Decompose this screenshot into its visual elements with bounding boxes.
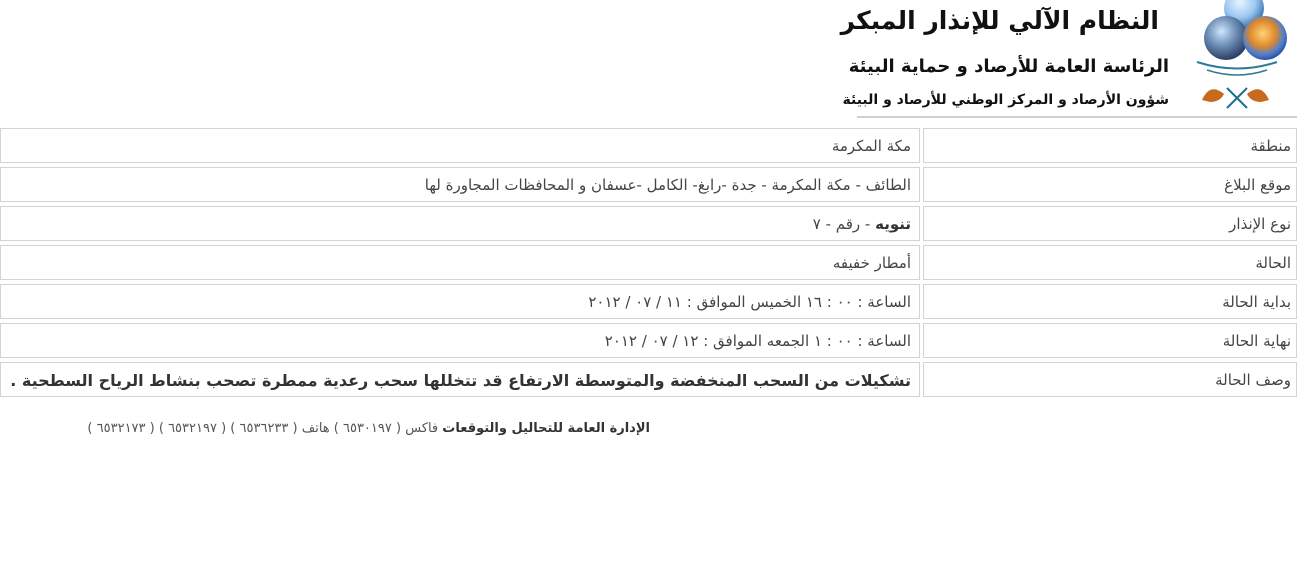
value-end-time: الساعة : ٠٠ : ١ الجمعه الموافق : ١٢ / ٠٧ / ٢٠١٢: [0, 323, 920, 358]
warning-details: [0, 128, 1297, 401]
header-banner: [840, 0, 1297, 118]
row-warning-type: [0, 206, 1297, 243]
banner-text: [840, 0, 1169, 118]
value-warning-type: [0, 206, 920, 241]
label-region: منطقة: [923, 128, 1297, 163]
value-start-time: الساعة : ٠٠ : ١٦ الخميس الموافق : ١١ / ٠٧ / ٢٠١٢: [0, 284, 920, 319]
department-name: شؤون الأرصاد و المركز الوطني للأرصاد و البيئة: [842, 92, 1169, 108]
label-start-time: بداية الحالة: [923, 284, 1297, 319]
system-title: النظام الآلي للإنذار المبكر: [840, 6, 1159, 35]
label-end-time: نهاية الحالة: [923, 323, 1297, 358]
label-description: وصف الحالة: [923, 362, 1297, 397]
footer-department: الإدارة العامة للتحاليل والتوقعات: [442, 421, 650, 436]
banner-divider: [857, 116, 1297, 118]
value-report-location: الطائف - مكة المكرمة - جدة -رابغ- الكامل -عسفان و المحافظات المجاورة لها: [0, 167, 920, 202]
footer-phone-fax: فاكس ( ٦٥٣٠١٩٧ ) هاتف ( ٦٥٣٦٢٣٣ ) ( ٦٥٣٢١٩٧ ) ( ٦٥٣٢١٧٣ ): [87, 421, 443, 436]
label-status: الحالة: [923, 245, 1297, 280]
warning-level: تنويه: [875, 215, 911, 233]
value-region: مكة المكرمة: [0, 128, 920, 163]
label-warning-type: نوع الإنذار: [923, 206, 1297, 241]
row-description: [0, 362, 1297, 399]
row-report-location: [0, 167, 1297, 204]
authority-name: الرئاسة العامة للأرصاد و حماية البيئة: [848, 56, 1169, 77]
row-end-time: [0, 323, 1297, 360]
footer-contact: [87, 421, 650, 436]
row-region: [0, 128, 1297, 165]
row-start-time: [0, 284, 1297, 321]
row-status: [0, 245, 1297, 282]
warning-number: - رقم - ٧: [812, 215, 876, 233]
label-report-location: موقع البلاغ: [923, 167, 1297, 202]
meteorology-globes-logo-icon: [1177, 0, 1297, 118]
value-status: أمطار خفيفه: [0, 245, 920, 280]
value-description: تشكيلات من السحب المنخفضة والمتوسطة الارتفاع قد تتخللها سحب رعدية ممطرة تصحب بنشاط الرياح السطحية .: [0, 362, 920, 397]
